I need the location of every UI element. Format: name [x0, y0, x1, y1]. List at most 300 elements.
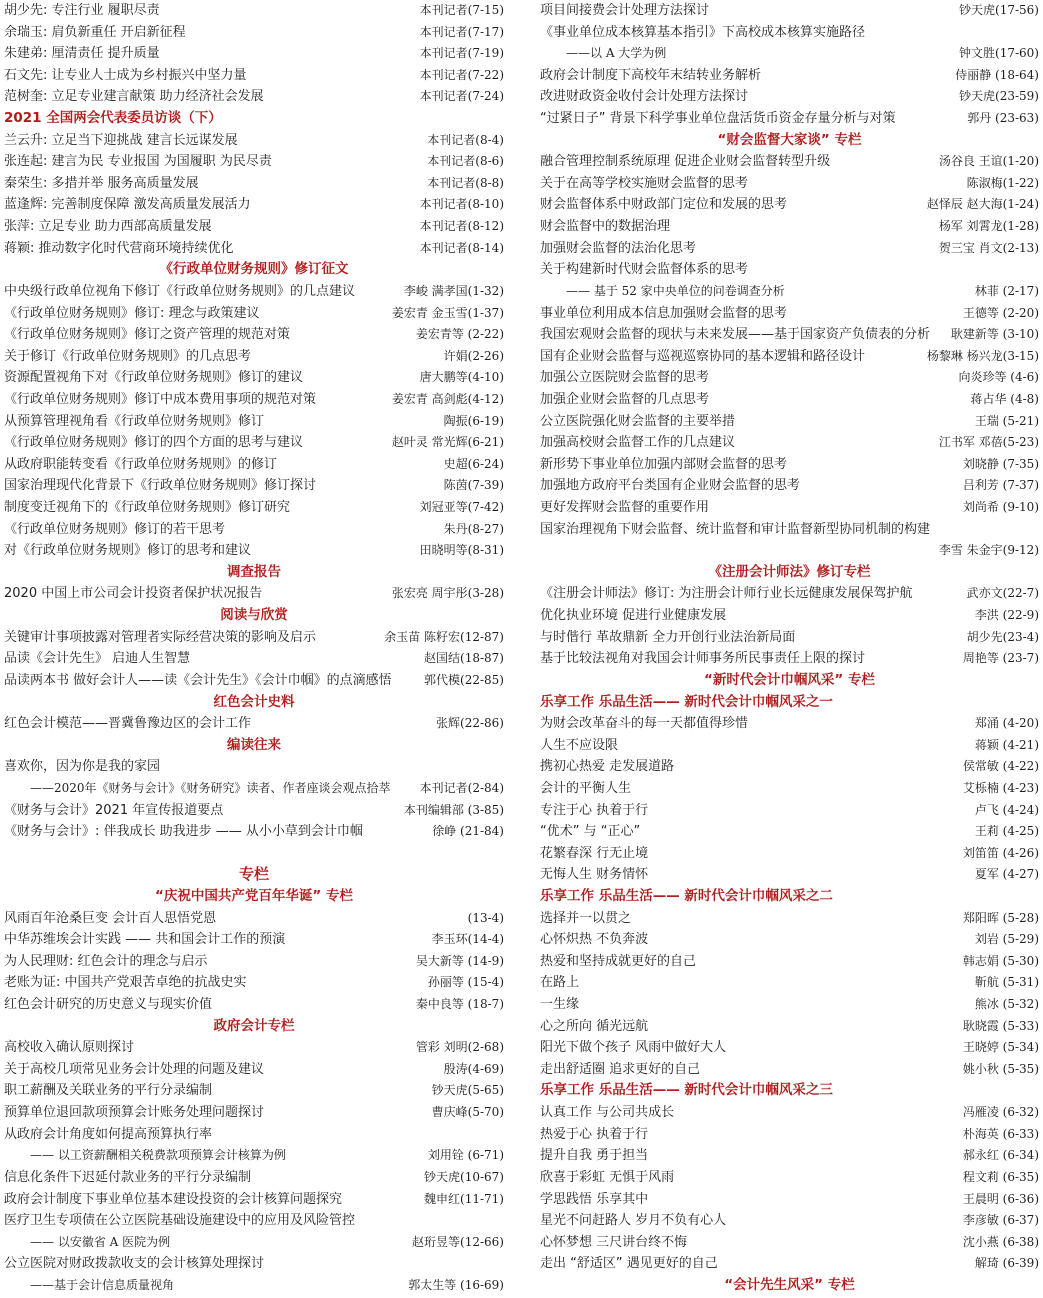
toc-entry — [4, 951, 504, 973]
toc-entry — [540, 324, 1039, 346]
toc-entry — [4, 65, 504, 87]
toc-entry — [540, 1124, 1039, 1146]
entry-author: 秦中良等 (18-7) — [415, 997, 504, 1012]
toc-entry — [4, 1167, 504, 1189]
entry-author: 胡少先(23-4) — [966, 629, 1039, 644]
section-heading: “庆祝中国共产党百年华诞” 专栏 — [155, 887, 353, 904]
entry-title: 秦荣生: 多措并举 服务高质量发展 — [4, 175, 199, 191]
toc-entry — [4, 648, 504, 670]
toc-entry — [4, 583, 504, 605]
toc-entry — [4, 411, 504, 433]
entry-title: 热爱和坚持成就更好的自己 — [540, 953, 697, 969]
toc-entry — [4, 454, 504, 476]
entry-title: 《财务与会计》: 伴我成长 助我进步 —— 从小小草到会计巾帼 — [4, 824, 363, 840]
entry-title: 心怀炽热 不负奔波 — [540, 932, 649, 948]
entry-title: 花繁春深 行无止境 — [540, 845, 649, 861]
entry-title: 携初心热爱 走发展道路 — [540, 759, 675, 775]
toc-entry — [540, 1145, 1039, 1167]
entry-author: 本刊记者(8-6) — [427, 154, 504, 169]
entry-title: 认真工作 与公司共成长 — [540, 1105, 675, 1121]
entry-author: 陶振(6-19) — [443, 413, 504, 428]
entry-title: 职工薪酬及关联业务的平行分录编制 — [4, 1083, 213, 1099]
entry-author: 艾栎楠 (4-23) — [962, 780, 1039, 795]
entry-author: 郑阳晖 (5-28) — [962, 910, 1039, 925]
entry-title: 我国宏观财会监督的现状与未来发展——基于国家资产负债表的分析 — [540, 327, 931, 343]
section-heading: 阅读与欣赏 — [220, 607, 288, 624]
entry-author: 刘笛笛 (4-26) — [962, 845, 1039, 860]
section-heading: 《行政单位财务规则》修订征文 — [159, 261, 349, 278]
entry-title: 对《行政单位财务规则》修订的思考和建议 — [4, 543, 252, 559]
entry-author: 余玉苗 陈籽宏(12-87) — [384, 629, 504, 644]
entry-title: 《行政单位财务规则》修订之资产管理的规范对策 — [4, 327, 291, 343]
entry-title: 为人民理财: 红色会计的理念与启示 — [4, 953, 208, 969]
toc-entry — [4, 908, 504, 930]
entry-title: 欣喜于彩虹 无惧于风雨 — [540, 1169, 675, 1185]
entry-subtitle: —— 以安徽省 A 医院为例 — [30, 1234, 171, 1249]
entry-title: 国有企业财会监督与巡视巡察协同的基本逻辑和路径设计 — [540, 348, 866, 364]
entry-author: 李峻 满孝国(1-32) — [403, 283, 504, 298]
entry-title: 预算单位退回款项预算会计账务处理问题探讨 — [4, 1105, 265, 1121]
toc-entry — [540, 0, 1039, 22]
entry-title: 高校收入确认原则探讨 — [4, 1040, 135, 1056]
entry-author: 史超(6-24) — [443, 456, 504, 471]
toc-entry — [4, 22, 504, 44]
entry-title: 品读《会计先生》 启迪人生智慧 — [4, 651, 191, 667]
entry-title: 星光不问赶路人 岁月不负有心人 — [540, 1213, 727, 1229]
toc-entry — [540, 994, 1039, 1016]
section-heading: 编读往来 — [227, 736, 281, 753]
toc-entry — [540, 238, 1039, 260]
toc-entry — [540, 1189, 1039, 1211]
entry-title: 从政府会计角度如何提高预算执行率 — [4, 1126, 213, 1142]
toc-entry — [540, 735, 1039, 757]
toc-entry — [4, 130, 504, 152]
entry-author: 钞天虎(5-65) — [431, 1083, 504, 1098]
entry-author: 徐峥 (21-84) — [432, 824, 504, 839]
entry-author: 江书军 邓蓓(5-23) — [938, 435, 1039, 450]
toc-entry — [540, 843, 1039, 865]
entry-title: 加强地方政府平台类国有企业财会监督的思考 — [540, 478, 801, 494]
entry-title: 《行政单位财务规则》修订的四个方面的思考与建议 — [4, 435, 304, 451]
entry-author: 郝永红 (6-34) — [962, 1148, 1039, 1163]
entry-author: 陈淑梅(1-22) — [966, 175, 1039, 190]
entry-author: 李彦敏 (6-37) — [962, 1213, 1039, 1228]
entry-author: 张辉(22-86) — [436, 716, 504, 731]
entry-title: 胡少先: 专注行业 履职尽责 — [4, 3, 160, 18]
toc-entry — [540, 972, 1039, 994]
toc-entry — [4, 800, 504, 822]
entry-author: 侍丽静 (18-64) — [955, 67, 1039, 82]
entry-subtitle: ——基于会计信息质量视角 — [30, 1277, 175, 1292]
entry-author: 赵怿辰 赵大海(1-24) — [926, 197, 1039, 212]
entry-title: 制度变迁视角下的《行政单位财务规则》修订研究 — [4, 500, 291, 516]
toc-entry — [4, 519, 504, 541]
entry-title: 《财务与会计》2021 年宣传报道要点 — [4, 802, 224, 818]
entry-title: 为财会改革奋斗的每一天都值得珍惜 — [540, 716, 749, 732]
entry-author: 魏申红(11-71) — [424, 1191, 504, 1206]
entry-author: 姜宏青 高剑彪(4-12) — [391, 391, 504, 406]
entry-title: 专注于心 执着于行 — [540, 802, 649, 818]
entry-title: 中央级行政单位视角下修订《行政单位财务规则》的几点建议 — [4, 283, 356, 299]
entry-subtitle-row — [4, 778, 504, 800]
toc-entry — [540, 929, 1039, 951]
entry-title: 走出 “舒适区” 遇见更好的自己 — [540, 1256, 718, 1272]
entry-author: 本刊记者(7-19) — [419, 46, 504, 61]
toc-entry — [4, 497, 504, 519]
entry-title: 范树奎: 立足专业建言献策 助力经济社会发展 — [4, 89, 264, 105]
entry-title: 优化执业环境 促进行业健康发展 — [540, 608, 727, 624]
entry-title: 与时偕行 革故鼎新 全力开创行业法治新局面 — [540, 629, 796, 645]
entry-author: 管彩 刘明(2-68) — [415, 1040, 504, 1055]
major-section-title: 专栏 — [238, 865, 269, 884]
entry-title: 财会监督中的数据治理 — [540, 219, 671, 235]
entry-author: 李玉环(14-4) — [431, 932, 504, 947]
toc-entry — [540, 1253, 1039, 1275]
toc-entry — [4, 238, 504, 260]
entry-title: 事业单位利用成本信息加强财会监督的思考 — [540, 305, 788, 321]
entry-subtitle: —— 基于 52 家中央单位的问卷调查分析 — [566, 283, 785, 298]
entry-author: 王德等 (2-20) — [962, 305, 1039, 320]
entry-title: 《行政单位财务规则》修订: 理念与政策建议 — [4, 305, 260, 321]
entry-title: 老账为证: 中国共产党艰苦卓绝的抗战史实 — [4, 975, 247, 991]
section-heading: “新时代会计巾帼风采” 专栏 — [704, 671, 875, 688]
toc-entry — [540, 1167, 1039, 1189]
toc-entry — [540, 519, 1039, 541]
entry-author: 卢飞 (4-24) — [974, 802, 1039, 817]
section-heading: 《注册会计师法》修订专栏 — [708, 563, 871, 580]
entry-author: 本刊编辑部 (3-85) — [403, 802, 504, 817]
section-heading: 调查报告 — [227, 563, 281, 580]
entry-title: 国家治理视角下财会监督、统计监督和审计监督新型协同机制的构建 — [540, 521, 931, 537]
toc-entry — [540, 259, 1039, 281]
entry-title: 加强公立医院财会监督的思考 — [540, 370, 710, 386]
entry-title: 财会监督体系中财政部门定位和发展的思考 — [540, 197, 788, 213]
toc-entry — [4, 194, 504, 216]
entry-title: 公立医院对财政拨款收支的会计核算处理探讨 — [4, 1256, 265, 1272]
toc-entry — [4, 627, 504, 649]
toc-entry — [4, 216, 504, 238]
toc-entry — [540, 1232, 1039, 1254]
entry-title: 学思践悟 乐享其中 — [540, 1191, 649, 1207]
entry-title: 心之所向 循光远航 — [540, 1018, 649, 1034]
entry-title: 融合管理控制系统原理 促进企业财会监督转型升级 — [540, 154, 831, 170]
entry-author: 本刊记者(2-84) — [419, 780, 504, 795]
entry-author: 李洪 (22-9) — [974, 608, 1039, 623]
entry-author: 孙丽等 (15-4) — [427, 975, 504, 990]
toc-entry — [4, 1253, 504, 1275]
entry-title: 在路上 — [540, 975, 580, 991]
entry-title: 喜欢你，因为你是我的家园 — [4, 759, 161, 775]
toc-entry — [540, 194, 1039, 216]
toc-entry — [4, 173, 504, 195]
entry-title: 医疗卫生专项债在公立医院基础设施建设中的应用及风险管控 — [4, 1213, 356, 1229]
entry-title: 朱建弟: 厘清责任 提升质量 — [4, 46, 160, 62]
entry-author: 王瑞 (5-21) — [974, 413, 1039, 428]
entry-title: 从政府职能转变看《行政单位财务规则》的修订 — [4, 456, 278, 472]
entry-author: 刘冠亚等(7-42) — [419, 500, 504, 515]
entry-author: 本刊记者(8-4) — [427, 132, 504, 147]
toc-entry — [540, 908, 1039, 930]
toc-entry — [540, 821, 1039, 843]
left-column — [4, 0, 504, 1297]
toc-entry — [4, 303, 504, 325]
entry-author: 侯常敏 (4-22) — [962, 759, 1039, 774]
toc-entry — [540, 1037, 1039, 1059]
toc-entry — [4, 432, 504, 454]
toc-entry — [4, 346, 504, 368]
entry-author: 刘晓静 (7-35) — [962, 456, 1039, 471]
entry-title: 阳光下做个孩子 风雨中做好大人 — [540, 1040, 727, 1056]
entry-author: 郭太生等 (16-69) — [408, 1277, 504, 1292]
entry-author: 钞天虎(10-67) — [424, 1169, 504, 1184]
entry-author: 林菲 (2-17) — [974, 283, 1039, 298]
entry-title: 选择并一以贯之 — [540, 910, 632, 926]
entry-author: 姜宏青等 (2-22) — [415, 327, 504, 342]
entry-author: 本刊记者(8-14) — [419, 240, 504, 255]
toc-entry — [4, 1059, 504, 1081]
toc-entry — [540, 497, 1039, 519]
entry-title: 一生缘 — [540, 997, 580, 1013]
section-heading: 乐享工作 乐品生活—— 新时代会计巾帼风采之一 — [540, 693, 833, 710]
toc-entry — [540, 151, 1039, 173]
toc-entry — [540, 778, 1039, 800]
entry-author: 赵国结(18-87) — [424, 651, 504, 666]
toc-entry — [540, 1059, 1039, 1081]
entry-author: 姜宏青 金玉雪(1-37) — [391, 305, 504, 320]
toc-entry — [4, 475, 504, 497]
entry-subtitle-row — [4, 1275, 504, 1297]
toc-entry — [540, 367, 1039, 389]
toc-entry — [540, 864, 1039, 886]
entry-author: 朴海英 (6-33) — [962, 1126, 1039, 1141]
toc-entry — [4, 1037, 504, 1059]
entry-title: 公立医院强化财会监督的主要举措 — [540, 413, 736, 429]
toc-entry — [4, 43, 504, 65]
section-heading: 政府会计专栏 — [213, 1017, 295, 1034]
toc-entry — [540, 1102, 1039, 1124]
entry-author: 王晨明 (6-36) — [962, 1191, 1039, 1206]
entry-title: 关于修订《行政单位财务规则》的几点思考 — [4, 348, 252, 364]
entry-author: 张宏亮 周宇彤(3-28) — [391, 586, 504, 601]
entry-author: 杨军 刘霄龙(1-28) — [938, 219, 1039, 234]
entry-author: 耿晓霞 (5-33) — [962, 1018, 1039, 1033]
entry-author: 本刊记者(8-12) — [419, 219, 504, 234]
entry-author: 本刊记者(7-17) — [419, 24, 504, 39]
entry-subtitle-row — [540, 281, 1039, 303]
entry-title: 人生不应设限 — [540, 737, 619, 753]
entry-title: 余瑞玉: 肩负新重任 开启新征程 — [4, 24, 186, 40]
toc-entry — [4, 389, 504, 411]
toc-entry — [4, 281, 504, 303]
entry-author: 本刊记者(8-10) — [419, 197, 504, 212]
entry-author: 赵叶灵 常光辉(6-21) — [391, 435, 504, 450]
toc-entry — [4, 1102, 504, 1124]
entry-title: 《行政单位财务规则》修订的若干思考 — [4, 521, 226, 537]
entry-title: 信息化条件下迟延付款业务的平行分录编制 — [4, 1169, 252, 1185]
section-heading: 乐享工作 乐品生活—— 新时代会计巾帼风采之二 — [540, 887, 833, 904]
section-heading: 乐享工作 乐品生活—— 新时代会计巾帼风采之三 — [540, 1082, 833, 1099]
entry-title: 关于高校几项常见业务会计处理的问题及建议 — [4, 1061, 265, 1077]
entry-title: 品读两本书 做好会计人——读《会计先生》《会计巾帼》的点滴感悟 — [4, 672, 392, 688]
entry-author: 王莉 (4-25) — [974, 824, 1039, 839]
entry-title: 2020 中国上市公司会计投资者保护状况报告 — [4, 586, 263, 602]
entry-title: 兰云升: 立足当下迎挑战 建言长远谋发展 — [4, 132, 238, 148]
right-column — [540, 0, 1039, 1297]
toc-entry — [4, 86, 504, 108]
entry-author: 钞天虎(23-59) — [959, 89, 1039, 104]
toc-entry — [4, 1189, 504, 1211]
toc-entry — [540, 951, 1039, 973]
toc-entry — [4, 151, 504, 173]
section-heading: “会计先生风采” 专栏 — [724, 1276, 855, 1293]
entry-author: 刘用铨 (6-71) — [427, 1148, 504, 1163]
toc-entry — [540, 303, 1039, 325]
entry-author: 解琦 (6-39) — [974, 1256, 1039, 1271]
entry-continuation — [540, 540, 1039, 562]
entry-title: 国家治理现代化背景下《行政单位财务规则》修订探讨 — [4, 478, 317, 494]
entry-title: 张连起: 建言为民 专业报国 为国履职 为民尽责 — [4, 154, 272, 170]
entry-title: 关于在高等学校实施财会监督的思考 — [540, 175, 749, 191]
entry-author: 朱丹(8-27) — [443, 521, 504, 536]
entry-author: 本刊记者(8-8) — [427, 175, 504, 190]
entry-author: 吴大新等 (14-9) — [415, 953, 504, 968]
toc-entry — [540, 583, 1039, 605]
toc-entry — [540, 173, 1039, 195]
toc-entry — [4, 324, 504, 346]
entry-title: 《注册会计师法》修订: 为注册会计师行业长远健康发展保驾护航 — [540, 586, 913, 602]
toc-entry — [4, 972, 504, 994]
entry-author: 殷涛(4-69) — [443, 1061, 504, 1076]
entry-author: 武亦文(22-7) — [966, 586, 1039, 601]
toc-entry — [540, 454, 1039, 476]
entry-title: 加强高校财会监督工作的几点建议 — [540, 435, 736, 451]
toc-entry — [540, 65, 1039, 87]
toc-entry — [540, 216, 1039, 238]
entry-author: 杨黎琳 杨兴龙(3-15) — [926, 348, 1039, 363]
entry-author: 曹庆峰(5-70) — [431, 1105, 504, 1120]
toc-entry — [4, 367, 504, 389]
toc-entry — [540, 756, 1039, 778]
entry-title: 改进财政资金收付会计处理方法探讨 — [540, 89, 749, 105]
entry-title: 加强财会监督的法治化思考 — [540, 240, 697, 256]
entry-author: 向炎珍等 (4-6) — [958, 370, 1039, 385]
entry-author: (13-4) — [467, 910, 504, 925]
entry-author: 本刊记者(7-15) — [419, 3, 504, 17]
entry-author: 钞天虎(17-56) — [959, 3, 1039, 17]
entry-title: 资源配置视角下对《行政单位财务规则》修订的建议 — [4, 370, 304, 386]
entry-author: 吕利芳 (7-37) — [962, 478, 1039, 493]
entry-author: 韩志娟 (5-30) — [962, 953, 1039, 968]
entry-author: 陈茵(7-39) — [443, 478, 504, 493]
toc-entry — [540, 389, 1039, 411]
toc-entry — [540, 800, 1039, 822]
entry-title: 张萍: 立足专业 助力西部高质量发展 — [4, 219, 212, 235]
toc-entry — [4, 929, 504, 951]
entry-author: 本刊记者(7-22) — [419, 67, 504, 82]
entry-author: 郭丹 (23-63) — [967, 111, 1039, 126]
spacer — [4, 843, 504, 865]
entry-title: “优术” 与 “正心” — [540, 824, 641, 840]
entry-author: 刘岩 (5-29) — [974, 932, 1039, 947]
entry-title: 心怀梦想 三尺讲台终不悔 — [540, 1234, 688, 1250]
toc-entry — [540, 108, 1039, 130]
toc-entry — [540, 432, 1039, 454]
toc-entry — [540, 713, 1039, 735]
entry-author: 熊冰 (5-32) — [974, 997, 1039, 1012]
entry-subtitle-row — [540, 43, 1039, 65]
toc-entry — [540, 1016, 1039, 1038]
entry-author: 贺三宝 肖文(2-13) — [938, 240, 1039, 255]
section-heading: “财会监督大家谈” 专栏 — [717, 131, 862, 148]
entry-author: 耿建新等 (3-10) — [950, 327, 1039, 342]
toc-entry — [4, 756, 504, 778]
entry-author: 许娟(2-26) — [443, 348, 504, 363]
entry-title: 更好发挥财会监督的重要作用 — [540, 500, 710, 516]
entry-author: 郑涌 (4-20) — [974, 716, 1039, 731]
entry-title: 无悔人生 财务情怀 — [540, 867, 649, 883]
entry-title: 项目间接费会计处理方法探讨 — [540, 3, 710, 18]
section-heading: 红色会计史料 — [213, 693, 295, 710]
toc-entry — [4, 713, 504, 735]
entry-author: 姚小秋 (5-35) — [962, 1061, 1039, 1076]
toc-entry — [540, 411, 1039, 433]
entry-author: 刘尚希 (9-10) — [962, 500, 1039, 515]
entry-author: 蒋颖 (4-21) — [974, 737, 1039, 752]
entry-subtitle: ——以 A 大学为例 — [566, 46, 667, 61]
entry-title: 政府会计制度下高校年末结转业务解析 — [540, 67, 762, 83]
entry-author: 郭代模(22-85) — [424, 672, 504, 687]
toc-entry — [540, 627, 1039, 649]
entry-author: 周艳等 (23-7) — [962, 651, 1039, 666]
entry-author: 夏军 (4-27) — [974, 867, 1039, 882]
entry-author: 钟文胜(17-60) — [959, 46, 1039, 61]
entry-title: 红色会计模范——晋冀鲁豫边区的会计工作 — [4, 716, 252, 732]
entry-author: 唐大鹏等(4-10) — [419, 370, 504, 385]
entry-author: 靳航 (5-31) — [974, 975, 1039, 990]
entry-title: 基于比较法视角对我国会计师事务所民事责任上限的探讨 — [540, 651, 866, 667]
toc-entry — [540, 648, 1039, 670]
entry-title: 走出舒适圈 追求更好的自己 — [540, 1061, 701, 1077]
entry-author: 冯雁凌 (6-32) — [962, 1105, 1039, 1120]
entry-subtitle: ——2020年《财务与会计》《财务研究》读者、作者座谈会观点拾萃 — [30, 780, 391, 795]
entry-author: 田晓明等(8-31) — [419, 543, 504, 558]
toc-entry — [540, 1210, 1039, 1232]
entry-title: 红色会计研究的历史意义与现实价值 — [4, 997, 213, 1013]
entry-author: 本刊记者(7-24) — [419, 89, 504, 104]
entry-title: 提升自我 勇于担当 — [540, 1148, 649, 1164]
entry-title: 蒋颖: 推动数字化时代营商环境持续优化 — [4, 240, 234, 256]
toc-entry — [4, 1080, 504, 1102]
toc-entry — [4, 821, 504, 843]
entry-title: 《行政单位财务规则》修订中成本费用事项的规范对策 — [4, 391, 317, 407]
toc-entry — [4, 0, 504, 22]
toc-entry — [540, 605, 1039, 627]
entry-author: 蒋占华 (4-8) — [970, 391, 1039, 406]
toc-entry — [4, 670, 504, 692]
entry-author: 李雪 朱金宇(9-12) — [938, 543, 1039, 558]
entry-title: 中华苏维埃会计实践 —— 共和国会计工作的预演 — [4, 932, 286, 948]
entry-author: 赵珩昱等(12-66) — [412, 1234, 504, 1249]
entry-title: 蓝逢辉: 完善制度保障 激发高质量发展活力 — [4, 197, 251, 213]
entry-author: 沈小燕 (6-38) — [962, 1234, 1039, 1249]
entry-author: 程文莉 (6-35) — [962, 1169, 1039, 1184]
toc-entry — [4, 994, 504, 1016]
toc-entry — [540, 475, 1039, 497]
entry-title: 新形势下事业单位加强内部财会监督的思考 — [540, 456, 788, 472]
entry-title: 从预算管理视角看《行政单位财务规则》修订 — [4, 413, 265, 429]
entry-title: 会计的平衡人生 — [540, 780, 632, 796]
toc-entry — [4, 540, 504, 562]
